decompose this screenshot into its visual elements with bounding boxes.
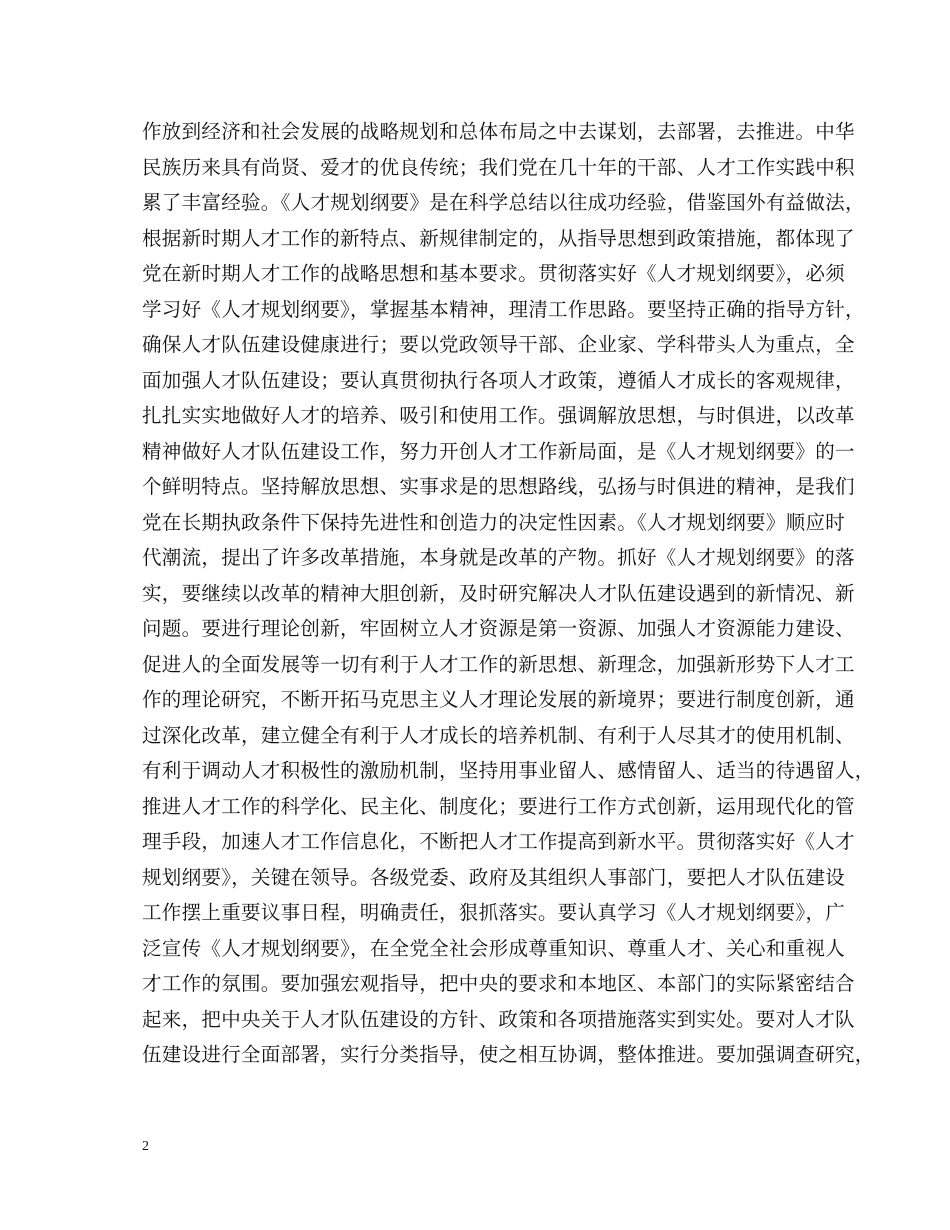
text-line: 有利于调动人才积极性的激励机制，坚持用事业留人、感情留人、适当的待遇留人，	[142, 759, 875, 782]
text-line: 党在长期执政条件下保持先进性和创造力的决定性因素。《人才规划纲要》顺应时	[142, 510, 846, 534]
text-line: 作的理论研究，不断开拓马克思主义人才理论发展的新境界；要进行制度创新，通	[142, 688, 855, 711]
text-line: 过深化改革，建立健全有利于人才成长的培养机制、有利于人尽其才的使用机制、	[142, 723, 855, 747]
text-line: 扎扎实实地做好人才的培养、吸引和使用工作。强调解放思想，与时俱进，以改革	[142, 404, 855, 427]
text-line: 理手段，加速人才工作信息化，不断把人才工作提高到新水平。贯彻落实好《人才	[142, 830, 855, 853]
text-line: 学习好《人才规划纲要》，掌握基本精神，理清工作思路。要坚持正确的指导方针，	[142, 297, 865, 321]
text-line: 才工作的氛围。要加强宏观指导，把中央的要求和本地区、本部门的实际紧密结合	[142, 972, 855, 995]
page-number: 2	[142, 1139, 149, 1154]
text-line: 伍建设进行全面部署，实行分类指导，使之相互协调，整体推进。要加强调查研究，	[142, 1043, 875, 1066]
text-line: 累了丰富经验。《人才规划纲要》是在科学总结以往成功经验，借鉴国外有益做法，	[142, 191, 865, 214]
text-line: 精神做好人才队伍建设工作，努力开创人才工作新局面，是《人才规划纲要》的一	[142, 439, 855, 463]
text-line: 泛宣传《人才规划纲要》，在全党全社会形成尊重知识、尊重人才、关心和重视人	[142, 936, 846, 960]
text-line: 民族历来具有尚贤、爱才的优良传统；我们党在几十年的干部、人才工作实践中积	[142, 155, 855, 179]
text-line: 确保人才队伍建设健康进行；要以党政领导干部、企业家、学科带头人为重点，全	[142, 333, 855, 356]
text-line: 个鲜明特点。坚持解放思想、实事求是的思想路线，弘扬与时俱进的精神，是我们	[142, 475, 855, 498]
body-paragraph	[142, 114, 875, 1073]
text-line: 实，要继续以改革的精神大胆创新，及时研究解决人才队伍建设遇到的新情况、新	[142, 581, 855, 605]
text-line: 起来，把中央关于人才队伍建设的方针、政策和各项措施落实到实处。要对人才队	[142, 1007, 855, 1031]
text-line: 根据新时期人才工作的新特点、新规律制定的，从指导思想到政策措施，都体现了	[142, 226, 855, 250]
text-line: 促进人的全面发展等一切有利于人才工作的新思想、新理念，加强新形势下人才工	[142, 652, 855, 676]
text-line: 规划纲要》，关键在领导。各级党委、政府及其组织人事部门，要把人才队伍建设	[142, 865, 846, 889]
text-line: 党在新时期人才工作的战略思想和基本要求。贯彻落实好《人才规划纲要》，必须	[142, 262, 846, 285]
text-line: 作放到经济和社会发展的战略规划和总体布局之中去谋划，去部署，去推进。中华	[142, 120, 855, 143]
text-line: 问题。要进行理论创新，牢固树立人才资源是第一资源、加强人才资源能力建设、	[142, 617, 855, 640]
text-line: 工作摆上重要议事日程，明确责任，狠抓落实。要认真学习《人才规划纲要》，广	[142, 901, 846, 924]
text-line: 代潮流，提出了许多改革措施，本身就是改革的产物。抓好《人才规划纲要》的落	[142, 546, 855, 569]
text-line: 面加强人才队伍建设；要认真贯彻执行各项人才政策，遵循人才成长的客观规律，	[142, 368, 855, 392]
text-line: 推进人才工作的科学化、民主化、制度化；要进行工作方式创新，运用现代化的管	[142, 794, 855, 818]
